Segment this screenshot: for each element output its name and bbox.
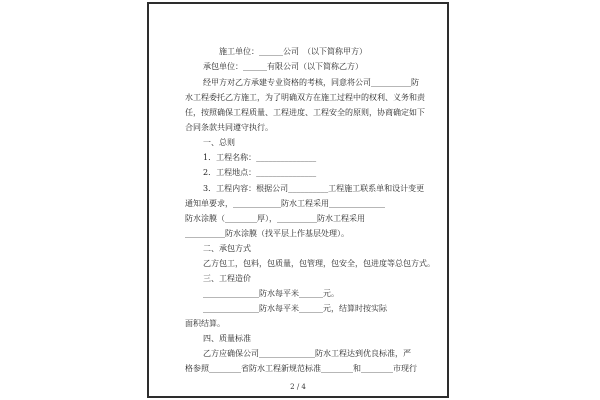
page-indicator: 2 / 4 <box>290 383 306 391</box>
contractor-unit-line: 承包单位：______有限公司（以下简称乙方） <box>203 62 363 71</box>
cost-line: 面积结算。 <box>185 319 225 328</box>
project-location-line: 2．工程地点：_______________ <box>203 168 317 177</box>
cost-line: ______________防水每平米______元。 <box>203 289 339 298</box>
section-heading-cost: 三、工程造价 <box>203 274 251 283</box>
section-heading-general: 一、总则 <box>203 138 235 147</box>
project-content-line: __________防水涂膜（找平层上作基层处理）。 <box>185 229 349 238</box>
project-content-line: 通知单要求，____________防水工程采用______________ <box>185 199 385 208</box>
quality-line: 乙方应确保公司______________防水工程达到优良标准，严 <box>203 349 411 358</box>
intro-paragraph-line: 水工程委托乙方施工，为了明确双方在施工过程中的权利、义务和责 <box>185 93 425 102</box>
intro-paragraph-line: 合同条款共同遵守执行。 <box>185 123 273 132</box>
cost-line: ______________防水每平米______元，结算时按实际 <box>203 304 387 313</box>
document-page <box>147 2 449 398</box>
section-heading-contract-method: 二、承包方式 <box>203 244 251 253</box>
section-heading-quality: 四、质量标准 <box>203 334 251 343</box>
intro-paragraph-line: 任，按照确保工程质量、工程进度、工程安全的原则，协商确定如下 <box>185 108 425 117</box>
quality-line: 格参照________省防水工程新规范标准________和________市现行 <box>185 364 417 373</box>
intro-paragraph-line: 经甲方对乙方承建专业资格的考核，同意将公司__________防 <box>203 78 419 87</box>
project-content-line: 3．工程内容：根据公司__________工程施工联系单和设计变更 <box>203 184 425 193</box>
project-name-line: 1．工程名称：_______________ <box>203 153 317 162</box>
construction-unit-line: 施工单位：______公司 （以下简称甲方） <box>219 47 367 56</box>
project-content-line: 防水涂膜（________厚），__________防水工程采用 <box>185 214 365 223</box>
contract-method-line: 乙方包工，包料，包质量，包管理，包安全，包进度等总包方式。 <box>203 259 435 268</box>
